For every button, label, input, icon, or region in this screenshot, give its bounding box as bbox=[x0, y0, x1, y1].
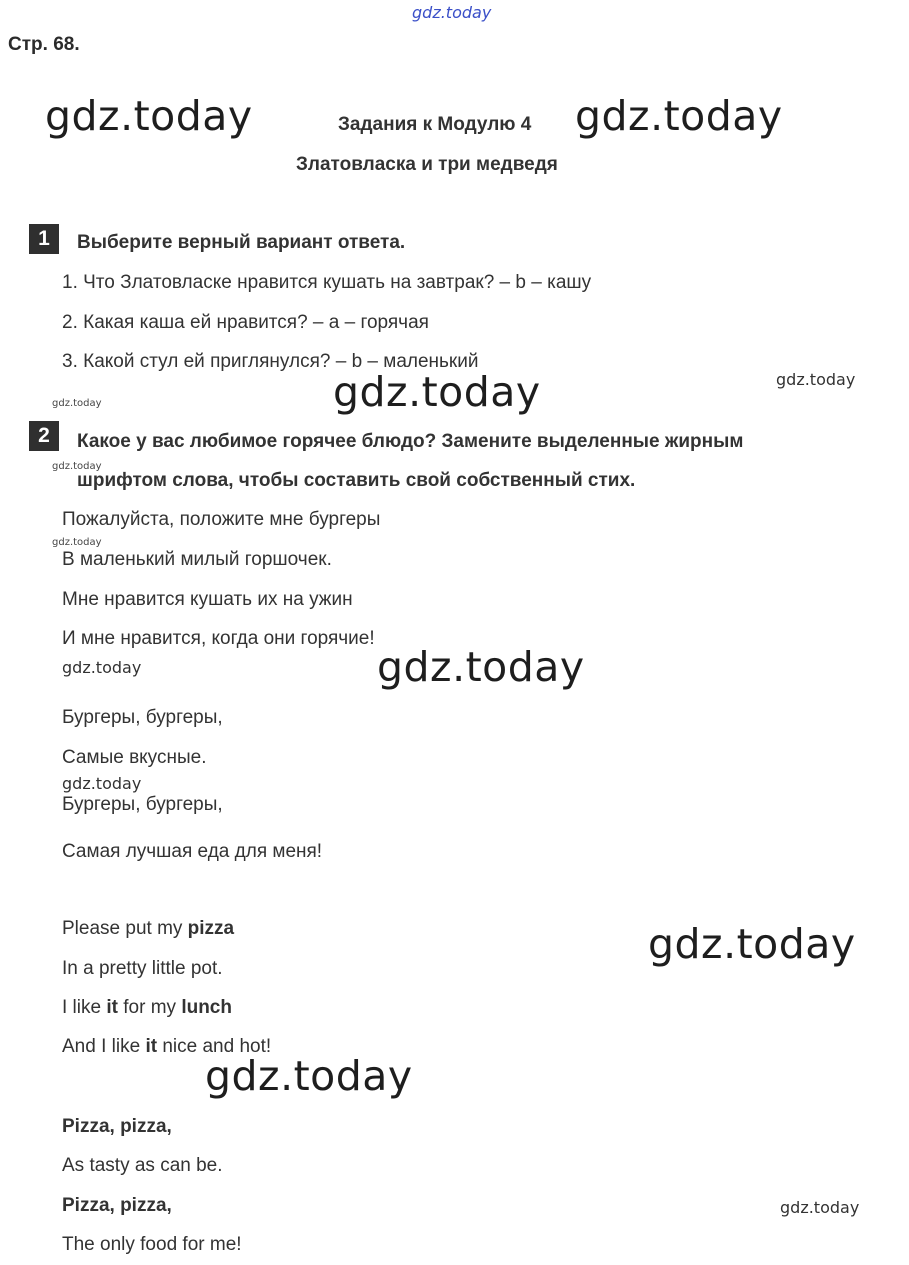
ru-chorus-line: Самая лучшая еда для меня! bbox=[62, 841, 323, 862]
highlighted-word: lunch bbox=[181, 997, 232, 1018]
en-chorus-line: As tasty as can be. bbox=[62, 1155, 223, 1176]
watermark-large: gdz.today bbox=[333, 368, 541, 416]
watermark-small: gdz.today bbox=[780, 1198, 860, 1217]
en-verse-line: And I like it nice and hot! bbox=[62, 1036, 272, 1057]
ru-chorus-line: Бургеры, бургеры, bbox=[62, 707, 223, 728]
module-title: Задания к Модулю 4 bbox=[338, 114, 532, 135]
watermark-large: gdz.today bbox=[205, 1052, 413, 1100]
task2-question-line1: Какое у вас любимое горячее блюдо? Замените выделенные жирным bbox=[77, 431, 744, 452]
page-number: Стр. 68. bbox=[8, 34, 80, 55]
task1-answer: 3. Какой стул ей приглянулся? – b – маленький bbox=[62, 351, 479, 372]
watermark-large: gdz.today bbox=[575, 92, 783, 140]
en-chorus-line: Pizza, pizza, bbox=[62, 1116, 172, 1137]
en-verse-line: I like it for my lunch bbox=[62, 997, 232, 1018]
ru-verse-line: И мне нравится, когда они горячие! bbox=[62, 628, 375, 649]
en-chorus-line: The only food for me! bbox=[62, 1234, 242, 1255]
en-verse-line: In a pretty little pot. bbox=[62, 958, 223, 979]
watermark-large: gdz.today bbox=[45, 92, 253, 140]
en-verse-line: Please put my pizza bbox=[62, 918, 235, 939]
highlighted-word: pizza bbox=[187, 918, 235, 939]
watermark-top: gdz.today bbox=[412, 3, 492, 22]
watermark-large: gdz.today bbox=[377, 643, 585, 691]
watermark-tiny: gdz.today bbox=[52, 537, 102, 548]
task-number-badge: 1 bbox=[29, 224, 59, 254]
task-number-badge: 2 bbox=[29, 421, 59, 451]
task1-answer: 1. Что Златовласке нравится кушать на завтрак? – b – кашу bbox=[62, 272, 592, 293]
ru-chorus-line: Бургеры, бургеры, bbox=[62, 794, 223, 815]
watermark-small: gdz.today bbox=[62, 658, 142, 677]
watermark-tiny: gdz.today bbox=[52, 398, 102, 409]
task1-question: Выберите верный вариант ответа. bbox=[77, 232, 406, 253]
task2-question-line2: шрифтом слова, чтобы составить свой собственный стих. bbox=[77, 470, 636, 491]
watermark-tiny: gdz.today bbox=[52, 461, 102, 472]
ru-verse-line: В маленький милый горшочек. bbox=[62, 549, 332, 570]
ru-verse-line: Пожалуйста, положите мне бургеры bbox=[62, 509, 381, 530]
highlighted-word: it bbox=[106, 997, 118, 1018]
story-title: Златовласка и три медведя bbox=[296, 154, 558, 175]
highlighted-word: it bbox=[145, 1036, 158, 1057]
watermark-small: gdz.today bbox=[62, 774, 142, 793]
ru-verse-line: Мне нравится кушать их на ужин bbox=[62, 589, 353, 610]
en-chorus-line: Pizza, pizza, bbox=[62, 1195, 172, 1216]
watermark-small: gdz.today bbox=[776, 370, 856, 389]
task1-answer: 2. Какая каша ей нравится? – a – горячая bbox=[62, 312, 429, 333]
watermark-large: gdz.today bbox=[648, 920, 856, 968]
ru-chorus-line: Самые вкусные. bbox=[62, 747, 207, 768]
